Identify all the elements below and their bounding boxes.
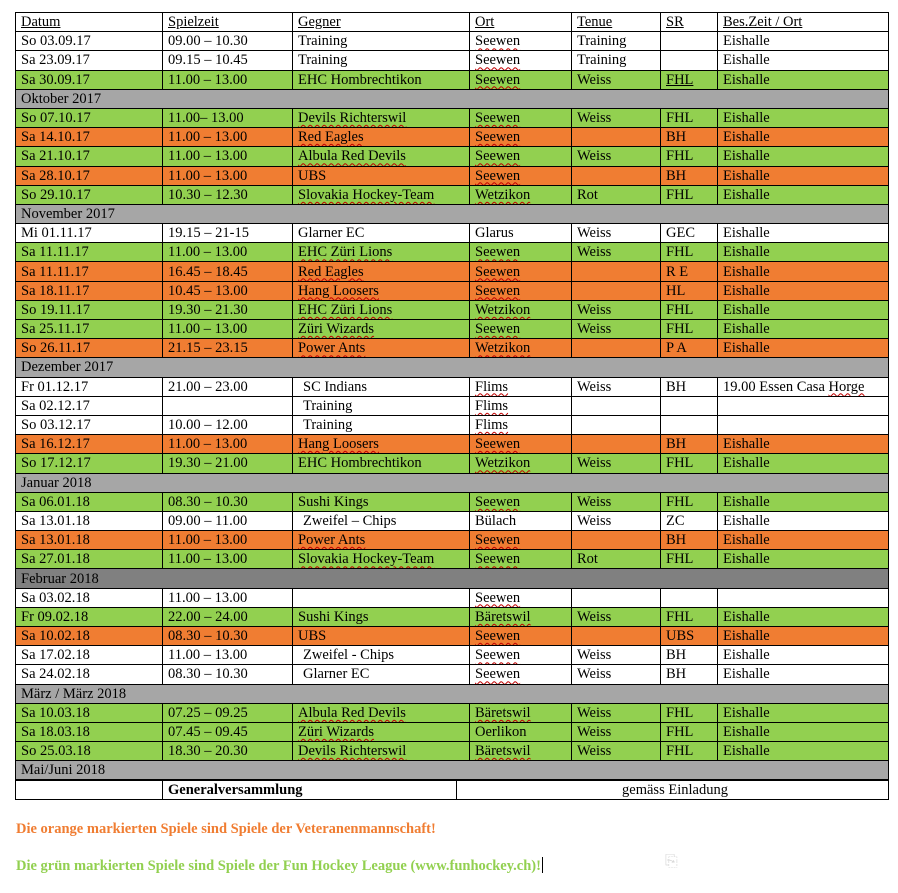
cell-gegner: Sushi Kings bbox=[293, 492, 470, 511]
table-row bbox=[16, 166, 889, 185]
cell-datum: So 25.03.18 bbox=[16, 742, 163, 761]
cell-gegner: Züri Wizards bbox=[293, 320, 470, 339]
cell-gegner: EHC Züri Lions bbox=[293, 243, 470, 262]
cell-zeit: 18.30 – 20.30 bbox=[163, 742, 293, 761]
cell-gegner: EHC Züri Lions bbox=[293, 300, 470, 319]
cell-gegner: Training bbox=[293, 396, 470, 415]
cell-zeit: 11.00 – 13.00 bbox=[163, 166, 293, 185]
month-header-row bbox=[16, 358, 889, 377]
table-row bbox=[16, 607, 889, 626]
cell-ort: Seewen bbox=[470, 147, 572, 166]
cell-gegner: Devils Richterswil bbox=[293, 742, 470, 761]
cell-zeit: 21.00 – 23.00 bbox=[163, 377, 293, 396]
cell-sr: BH bbox=[661, 377, 718, 396]
cell-bes: Eishalle bbox=[718, 224, 889, 243]
cell-datum: So 19.11.17 bbox=[16, 300, 163, 319]
cell-datum: Sa 06.01.18 bbox=[16, 492, 163, 511]
cell-datum: Sa 13.01.18 bbox=[16, 511, 163, 530]
cell-datum: Sa 14.10.17 bbox=[16, 128, 163, 147]
table-row bbox=[16, 550, 889, 569]
cell-ort: Glarus bbox=[470, 224, 572, 243]
cell-bes bbox=[718, 415, 889, 434]
table-row bbox=[16, 665, 889, 684]
cell-ort: Wetzikon bbox=[470, 300, 572, 319]
cell-tenue: Rot bbox=[572, 550, 661, 569]
header-ort: Ort bbox=[470, 13, 572, 32]
cell-datum: So 07.10.17 bbox=[16, 108, 163, 127]
cell-zeit: 07.45 – 09.45 bbox=[163, 722, 293, 741]
cell-ort: Wetzikon bbox=[470, 185, 572, 204]
cell-sr: BH bbox=[661, 531, 718, 550]
table-row bbox=[16, 396, 889, 415]
cell-datum: Mi 01.11.17 bbox=[16, 224, 163, 243]
cell-tenue bbox=[572, 281, 661, 300]
cell-bes: Eishalle bbox=[718, 511, 889, 530]
cell-sr bbox=[661, 396, 718, 415]
cell-datum: Fr 01.12.17 bbox=[16, 377, 163, 396]
cell-ort: Seewen bbox=[470, 166, 572, 185]
cell-zeit: 07.25 – 09.25 bbox=[163, 703, 293, 722]
cell-ort: Oerlikon bbox=[470, 722, 572, 741]
cell-datum: Sa 10.03.18 bbox=[16, 703, 163, 722]
cell-ort: Bäretswil bbox=[470, 742, 572, 761]
table-row bbox=[16, 243, 889, 262]
cell-zeit: 11.00 – 13.00 bbox=[163, 70, 293, 89]
cell-zeit: 19.15 – 21-15 bbox=[163, 224, 293, 243]
month-label: März / März 2018 bbox=[16, 684, 889, 703]
cell-tenue bbox=[572, 415, 661, 434]
cell-datum: Sa 18.11.17 bbox=[16, 281, 163, 300]
cell-bes: Eishalle bbox=[718, 185, 889, 204]
cell-datum: Sa 25.11.17 bbox=[16, 320, 163, 339]
cell-sr: FHL bbox=[661, 492, 718, 511]
general-empty-cell bbox=[16, 780, 163, 800]
cell-ort: Wetzikon bbox=[470, 339, 572, 358]
cell-bes: Eishalle bbox=[718, 320, 889, 339]
table-row bbox=[16, 511, 889, 530]
cell-gegner: Slovakia Hockey-Team bbox=[293, 550, 470, 569]
cell-zeit: 11.00 – 13.00 bbox=[163, 435, 293, 454]
cell-zeit: 19.30 – 21.30 bbox=[163, 300, 293, 319]
cell-sr bbox=[661, 32, 718, 51]
cell-datum: So 03.09.17 bbox=[16, 32, 163, 51]
cell-tenue bbox=[572, 588, 661, 607]
cell-ort: Wetzikon bbox=[470, 454, 572, 473]
cell-ort: Seewen bbox=[470, 665, 572, 684]
cell-ort: Seewen bbox=[470, 281, 572, 300]
month-label: Februar 2018 bbox=[16, 569, 889, 588]
month-header-row bbox=[16, 569, 889, 588]
cell-sr: FHL bbox=[661, 108, 718, 127]
header-gegner: Gegner bbox=[293, 13, 470, 32]
cell-tenue: Rot bbox=[572, 185, 661, 204]
month-label: Oktober 2017 bbox=[16, 89, 889, 108]
cell-tenue: Weiss bbox=[572, 377, 661, 396]
header-spielzeit: Spielzeit bbox=[163, 13, 293, 32]
cell-bes: Eishalle bbox=[718, 703, 889, 722]
cell-sr: FHL bbox=[661, 320, 718, 339]
header-row bbox=[16, 13, 889, 32]
table-row bbox=[16, 108, 889, 127]
cell-ort: Seewen bbox=[470, 70, 572, 89]
table-row bbox=[16, 147, 889, 166]
cell-zeit: 22.00 – 24.00 bbox=[163, 607, 293, 626]
month-header-row bbox=[16, 761, 889, 780]
cell-datum: Sa 17.02.18 bbox=[16, 646, 163, 665]
cell-ort: Flims bbox=[470, 377, 572, 396]
cell-tenue: Weiss bbox=[572, 722, 661, 741]
cell-gegner: EHC Hombrechtikon bbox=[293, 70, 470, 89]
cell-gegner: EHC Hombrechtikon bbox=[293, 454, 470, 473]
cell-zeit: 10.30 – 12.30 bbox=[163, 185, 293, 204]
cell-sr: FHL bbox=[661, 243, 718, 262]
cell-sr: FHL bbox=[661, 607, 718, 626]
cell-gegner: Training bbox=[293, 51, 470, 70]
cell-sr bbox=[661, 588, 718, 607]
table-row bbox=[16, 531, 889, 550]
cell-datum: So 26.11.17 bbox=[16, 339, 163, 358]
table-row bbox=[16, 128, 889, 147]
table-row bbox=[16, 51, 889, 70]
cell-tenue: Weiss bbox=[572, 320, 661, 339]
cell-bes: Eishalle bbox=[718, 166, 889, 185]
cell-datum: Sa 10.02.18 bbox=[16, 627, 163, 646]
cell-zeit: 11.00 – 13.00 bbox=[163, 320, 293, 339]
header-bes: Bes.Zeit / Ort bbox=[718, 13, 889, 32]
cell-datum: Sa 11.11.17 bbox=[16, 243, 163, 262]
table-row bbox=[16, 224, 889, 243]
month-header-row bbox=[16, 473, 889, 492]
table-row bbox=[16, 281, 889, 300]
cell-gegner: SC Indians bbox=[293, 377, 470, 396]
cell-tenue: Weiss bbox=[572, 703, 661, 722]
cell-sr: HL bbox=[661, 281, 718, 300]
cell-zeit: 11.00– 13.00 bbox=[163, 108, 293, 127]
cell-datum: Sa 21.10.17 bbox=[16, 147, 163, 166]
bes-text: 19.00 Essen Casa Horge bbox=[723, 378, 865, 395]
cell-datum: Sa 24.02.18 bbox=[16, 665, 163, 684]
cell-bes: Eishalle bbox=[718, 627, 889, 646]
note-orange: Die orange markierten Spiele sind Spiele der Veteranenmannschaft! bbox=[16, 821, 436, 837]
general-assembly-label: Generalversammlung bbox=[163, 780, 457, 800]
cell-tenue: Weiss bbox=[572, 665, 661, 684]
cell-bes: Eishalle bbox=[718, 147, 889, 166]
cell-gegner: Training bbox=[293, 415, 470, 434]
cell-zeit: 11.00 – 13.00 bbox=[163, 147, 293, 166]
cell-sr: FHL bbox=[661, 742, 718, 761]
month-label: Mai/Juni 2018 bbox=[16, 761, 889, 780]
cell-ort: Flims bbox=[470, 396, 572, 415]
cell-sr: BH bbox=[661, 166, 718, 185]
table-row bbox=[16, 377, 889, 396]
cell-sr: FHL bbox=[661, 300, 718, 319]
cell-tenue: Weiss bbox=[572, 300, 661, 319]
table-row bbox=[16, 32, 889, 51]
cell-datum: Fr 09.02.18 bbox=[16, 607, 163, 626]
cell-zeit: 11.00 – 13.00 bbox=[163, 243, 293, 262]
paste-options-icon: ⎘ bbox=[665, 853, 678, 870]
header-datum: Datum bbox=[16, 13, 163, 32]
cell-bes: Eishalle bbox=[718, 492, 889, 511]
cell-tenue bbox=[572, 627, 661, 646]
cell-zeit bbox=[163, 396, 293, 415]
cell-sr: GEC bbox=[661, 224, 718, 243]
table-row bbox=[16, 492, 889, 511]
table-row bbox=[16, 262, 889, 281]
table-row bbox=[16, 435, 889, 454]
cell-sr: P A bbox=[661, 339, 718, 358]
cell-bes: Eishalle bbox=[718, 262, 889, 281]
cell-bes bbox=[718, 588, 889, 607]
cell-gegner: Red Eagles bbox=[293, 262, 470, 281]
cell-gegner: Red Eagles bbox=[293, 128, 470, 147]
cell-bes: Eishalle bbox=[718, 646, 889, 665]
cell-gegner bbox=[293, 588, 470, 607]
cell-tenue bbox=[572, 435, 661, 454]
cell-datum: So 17.12.17 bbox=[16, 454, 163, 473]
note-green-text: Die grün markierten Spiele sind Spiele der Fun Hockey League (www.funhockey.ch)! bbox=[16, 858, 541, 874]
cell-ort: Seewen bbox=[470, 588, 572, 607]
cell-ort: Seewen bbox=[470, 51, 572, 70]
cell-datum: So 29.10.17 bbox=[16, 185, 163, 204]
cell-sr: ZC bbox=[661, 511, 718, 530]
cell-sr: FHL bbox=[661, 147, 718, 166]
cell-gegner: Glarner EC bbox=[293, 665, 470, 684]
schedule-table bbox=[15, 12, 889, 781]
cell-bes: Eishalle bbox=[718, 665, 889, 684]
cell-zeit: 10.45 – 13.00 bbox=[163, 281, 293, 300]
cell-bes: Eishalle bbox=[718, 51, 889, 70]
cell-bes: Eishalle bbox=[718, 454, 889, 473]
cell-bes bbox=[718, 377, 889, 396]
cell-datum: Sa 18.03.18 bbox=[16, 722, 163, 741]
table-row bbox=[16, 742, 889, 761]
cell-tenue: Weiss bbox=[572, 492, 661, 511]
cell-gegner: Slovakia Hockey-Team bbox=[293, 185, 470, 204]
table-row bbox=[16, 646, 889, 665]
cell-bes: Eishalle bbox=[718, 607, 889, 626]
table-row bbox=[16, 588, 889, 607]
cell-sr: BH bbox=[661, 646, 718, 665]
cell-ort: Seewen bbox=[470, 531, 572, 550]
cell-bes: Eishalle bbox=[718, 281, 889, 300]
month-header-row bbox=[16, 89, 889, 108]
table-row bbox=[16, 339, 889, 358]
cell-tenue: Training bbox=[572, 32, 661, 51]
cell-ort: Flims bbox=[470, 415, 572, 434]
cell-bes: Eishalle bbox=[718, 550, 889, 569]
cell-bes: Eishalle bbox=[718, 742, 889, 761]
month-header-row bbox=[16, 204, 889, 223]
cell-gegner: Glarner EC bbox=[293, 224, 470, 243]
cell-sr: BH bbox=[661, 128, 718, 147]
header-tenue: Tenue bbox=[572, 13, 661, 32]
cell-bes: Eishalle bbox=[718, 300, 889, 319]
table-row bbox=[16, 627, 889, 646]
cell-tenue: Weiss bbox=[572, 108, 661, 127]
general-assembly-table bbox=[15, 779, 889, 800]
cell-tenue bbox=[572, 531, 661, 550]
cell-datum: Sa 28.10.17 bbox=[16, 166, 163, 185]
cell-datum: Sa 11.11.17 bbox=[16, 262, 163, 281]
text-cursor bbox=[542, 857, 543, 873]
cell-gegner: Hang Loosers bbox=[293, 435, 470, 454]
month-label: Dezember 2017 bbox=[16, 358, 889, 377]
cell-datum: Sa 27.01.18 bbox=[16, 550, 163, 569]
table-row bbox=[16, 415, 889, 434]
cell-ort: Seewen bbox=[470, 492, 572, 511]
table-row bbox=[16, 703, 889, 722]
cell-gegner: Devils Richterswil bbox=[293, 108, 470, 127]
cell-tenue bbox=[572, 339, 661, 358]
cell-datum: Sa 16.12.17 bbox=[16, 435, 163, 454]
general-assembly-info: gemäss Einladung bbox=[457, 780, 889, 800]
cell-datum: Sa 02.12.17 bbox=[16, 396, 163, 415]
cell-sr: BH bbox=[661, 665, 718, 684]
cell-sr: UBS bbox=[661, 627, 718, 646]
month-label: Januar 2018 bbox=[16, 473, 889, 492]
cell-zeit: 11.00 – 13.00 bbox=[163, 550, 293, 569]
general-assembly-row bbox=[16, 780, 889, 800]
cell-sr: FHL bbox=[661, 703, 718, 722]
cell-zeit: 08.30 – 10.30 bbox=[163, 492, 293, 511]
cell-bes bbox=[718, 396, 889, 415]
cell-tenue: Weiss bbox=[572, 454, 661, 473]
table-row bbox=[16, 185, 889, 204]
cell-datum: Sa 03.02.18 bbox=[16, 588, 163, 607]
cell-datum: Sa 30.09.17 bbox=[16, 70, 163, 89]
cell-sr: FHL bbox=[661, 70, 718, 89]
cell-sr: FHL bbox=[661, 550, 718, 569]
cell-sr: R E bbox=[661, 262, 718, 281]
cell-zeit: 10.00 – 12.00 bbox=[163, 415, 293, 434]
cell-bes: Eishalle bbox=[718, 435, 889, 454]
cell-ort: Seewen bbox=[470, 128, 572, 147]
month-header-row bbox=[16, 684, 889, 703]
cell-bes: Eishalle bbox=[718, 339, 889, 358]
cell-gegner: Power Ants bbox=[293, 531, 470, 550]
table-row bbox=[16, 454, 889, 473]
cell-zeit: 11.00 – 13.00 bbox=[163, 588, 293, 607]
cell-zeit: 21.15 – 23.15 bbox=[163, 339, 293, 358]
cell-zeit: 08.30 – 10.30 bbox=[163, 665, 293, 684]
cell-ort: Seewen bbox=[470, 320, 572, 339]
header-sr: SR bbox=[661, 13, 718, 32]
cell-sr: FHL bbox=[661, 722, 718, 741]
table-row bbox=[16, 70, 889, 89]
cell-zeit: 11.00 – 13.00 bbox=[163, 531, 293, 550]
cell-ort: Bäretswil bbox=[470, 607, 572, 626]
cell-tenue: Weiss bbox=[572, 147, 661, 166]
cell-ort: Seewen bbox=[470, 550, 572, 569]
cell-ort: Seewen bbox=[470, 32, 572, 51]
cell-ort: Bülach bbox=[470, 511, 572, 530]
cell-bes: Eishalle bbox=[718, 531, 889, 550]
cell-sr: FHL bbox=[661, 454, 718, 473]
cell-bes: Eishalle bbox=[718, 70, 889, 89]
month-label: November 2017 bbox=[16, 204, 889, 223]
cell-tenue: Weiss bbox=[572, 243, 661, 262]
cell-sr bbox=[661, 415, 718, 434]
cell-gegner: Training bbox=[293, 32, 470, 51]
cell-gegner: Power Ants bbox=[293, 339, 470, 358]
cell-bes: Eishalle bbox=[718, 243, 889, 262]
cell-tenue: Weiss bbox=[572, 646, 661, 665]
cell-tenue: Weiss bbox=[572, 607, 661, 626]
cell-zeit: 11.00 – 13.00 bbox=[163, 646, 293, 665]
cell-tenue: Weiss bbox=[572, 511, 661, 530]
cell-zeit: 16.45 – 18.45 bbox=[163, 262, 293, 281]
cell-zeit: 08.30 – 10.30 bbox=[163, 627, 293, 646]
cell-zeit: 11.00 – 13.00 bbox=[163, 128, 293, 147]
cell-sr: BH bbox=[661, 435, 718, 454]
cell-tenue bbox=[572, 262, 661, 281]
cell-ort: Bäretswil bbox=[470, 703, 572, 722]
cell-tenue: Weiss bbox=[572, 70, 661, 89]
cell-gegner: UBS bbox=[293, 166, 470, 185]
cell-zeit: 19.30 – 21.00 bbox=[163, 454, 293, 473]
cell-zeit: 09.00 – 10.30 bbox=[163, 32, 293, 51]
cell-tenue: Weiss bbox=[572, 224, 661, 243]
cell-ort: Seewen bbox=[470, 108, 572, 127]
cell-tenue bbox=[572, 166, 661, 185]
cell-bes: Eishalle bbox=[718, 722, 889, 741]
cell-zeit: 09.00 – 11.00 bbox=[163, 511, 293, 530]
cell-sr: FHL bbox=[661, 185, 718, 204]
cell-gegner: Albula Red Devils bbox=[293, 147, 470, 166]
cell-sr bbox=[661, 51, 718, 70]
cell-ort: Seewen bbox=[470, 435, 572, 454]
cell-ort: Seewen bbox=[470, 627, 572, 646]
cell-bes: Eishalle bbox=[718, 32, 889, 51]
cell-tenue: Weiss bbox=[572, 742, 661, 761]
cell-gegner: Zweifel – Chips bbox=[293, 511, 470, 530]
table-row bbox=[16, 722, 889, 741]
table-row bbox=[16, 300, 889, 319]
cell-tenue bbox=[572, 128, 661, 147]
cell-ort: Seewen bbox=[470, 243, 572, 262]
cell-gegner: UBS bbox=[293, 627, 470, 646]
cell-datum: So 03.12.17 bbox=[16, 415, 163, 434]
cell-gegner: Albula Red Devils bbox=[293, 703, 470, 722]
cell-tenue: Training bbox=[572, 51, 661, 70]
note-green bbox=[16, 857, 543, 875]
cell-gegner: Sushi Kings bbox=[293, 607, 470, 626]
cell-tenue bbox=[572, 396, 661, 415]
table-row bbox=[16, 320, 889, 339]
cell-ort: Seewen bbox=[470, 646, 572, 665]
cell-ort: Seewen bbox=[470, 262, 572, 281]
cell-gegner: Zweifel - Chips bbox=[293, 646, 470, 665]
cell-gegner: Hang Loosers bbox=[293, 281, 470, 300]
cell-bes: Eishalle bbox=[718, 108, 889, 127]
cell-bes: Eishalle bbox=[718, 128, 889, 147]
cell-gegner: Züri Wizards bbox=[293, 722, 470, 741]
cell-datum: Sa 13.01.18 bbox=[16, 531, 163, 550]
cell-datum: Sa 23.09.17 bbox=[16, 51, 163, 70]
cell-zeit: 09.15 – 10.45 bbox=[163, 51, 293, 70]
